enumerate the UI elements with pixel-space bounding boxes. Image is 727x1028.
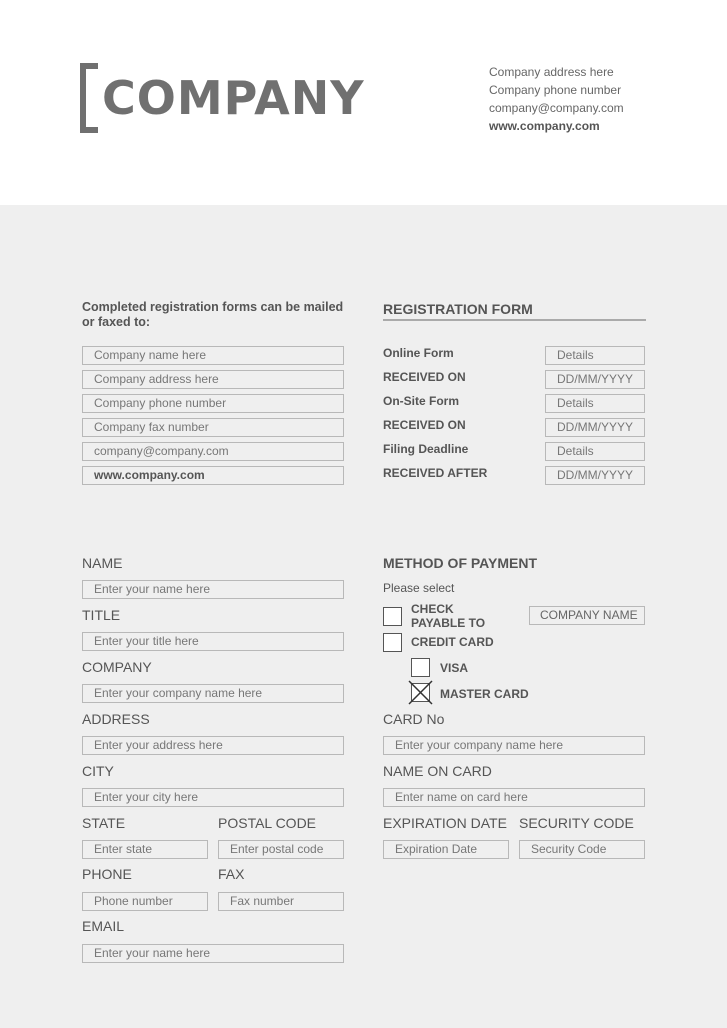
reg-label-online-form: Online Form (383, 346, 454, 360)
fax-label: FAX (218, 866, 245, 882)
security-code-label: SECURITY CODE (519, 815, 634, 831)
registration-divider (383, 319, 646, 321)
x-mark-icon (407, 679, 434, 706)
mail-company-phone-field[interactable]: Company phone number (82, 394, 344, 413)
visa-checkbox[interactable] (411, 658, 430, 677)
title-label: TITLE (82, 607, 121, 623)
title-input[interactable]: Enter your title here (82, 632, 344, 651)
mail-company-fax-field[interactable]: Company fax number (82, 418, 344, 437)
reg-label-received-on-2: RECEIVED ON (383, 418, 466, 432)
logo-bracket-icon (80, 63, 98, 133)
postal-code-input[interactable]: Enter postal code (218, 840, 344, 859)
check-payable-label: CHECK PAYABLE TO (411, 602, 486, 630)
expiration-date-input[interactable]: Expiration Date (383, 840, 509, 859)
address-input[interactable]: Enter your address here (82, 736, 344, 755)
master-card-checkbox[interactable] (411, 683, 430, 702)
state-input[interactable]: Enter state (82, 840, 208, 859)
check-payable-to-field[interactable]: COMPANY NAME (529, 606, 645, 625)
contact-website: www.company.com (489, 119, 600, 133)
fax-input[interactable]: Fax number (218, 892, 344, 911)
phone-input[interactable]: Phone number (82, 892, 208, 911)
mail-company-address-field[interactable]: Company address here (82, 370, 344, 389)
mail-intro: Completed registration forms can be mailed or faxed to: (82, 300, 344, 329)
header (0, 0, 727, 205)
name-on-card-label: NAME ON CARD (383, 763, 492, 779)
company-label: COMPANY (82, 659, 152, 675)
logo-text: COMPANY (102, 71, 365, 125)
visa-label: VISA (440, 661, 469, 675)
master-card-label: MASTER CARD (440, 687, 529, 701)
header-contact (489, 63, 624, 135)
city-label: CITY (82, 763, 114, 779)
expiration-date-label: EXPIRATION DATE (383, 815, 507, 831)
email-label: EMAIL (82, 918, 125, 934)
phone-label: PHONE (82, 866, 132, 882)
reg-received-after-field[interactable]: DD/MM/YYYY (545, 466, 645, 485)
security-code-input[interactable]: Security Code (519, 840, 645, 859)
credit-card-checkbox[interactable] (383, 633, 402, 652)
registration-title: REGISTRATION FORM (383, 301, 533, 317)
reg-onsite-form-field[interactable]: Details (545, 394, 645, 413)
check-payable-checkbox[interactable] (383, 607, 402, 626)
payment-title: METHOD OF PAYMENT (383, 555, 538, 571)
mail-company-email-field[interactable]: company@company.com (82, 442, 344, 461)
email-input[interactable]: Enter your name here (82, 944, 344, 963)
reg-label-received-after: RECEIVED AFTER (383, 466, 488, 480)
city-input[interactable]: Enter your city here (82, 788, 344, 807)
name-label: NAME (82, 555, 123, 571)
reg-label-filing-deadline: Filing Deadline (383, 442, 469, 456)
please-select-text: Please select (383, 581, 455, 595)
reg-received-on-2-field[interactable]: DD/MM/YYYY (545, 418, 645, 437)
reg-online-form-field[interactable]: Details (545, 346, 645, 365)
reg-label-received-on-1: RECEIVED ON (383, 370, 466, 384)
state-label: STATE (82, 815, 126, 831)
name-input[interactable]: Enter your name here (82, 580, 344, 599)
company-input[interactable]: Enter your company name here (82, 684, 344, 703)
reg-filing-deadline-field[interactable]: Details (545, 442, 645, 461)
reg-label-onsite-form: On-Site Form (383, 394, 460, 408)
mail-company-website-field[interactable]: www.company.com (82, 466, 344, 485)
address-label: ADDRESS (82, 711, 150, 727)
postal-code-label: POSTAL CODE (218, 815, 317, 831)
mail-company-name-field[interactable]: Company name here (82, 346, 344, 365)
card-no-input[interactable]: Enter your company name here (383, 736, 645, 755)
name-on-card-input[interactable]: Enter name on card here (383, 788, 645, 807)
credit-card-label: CREDIT CARD (411, 635, 494, 649)
contact-phone: Company phone number (489, 83, 622, 97)
reg-received-on-1-field[interactable]: DD/MM/YYYY (545, 370, 645, 389)
card-no-label: CARD No (383, 711, 445, 727)
contact-email: company@company.com (489, 101, 624, 115)
contact-address: Company address here (489, 65, 614, 79)
